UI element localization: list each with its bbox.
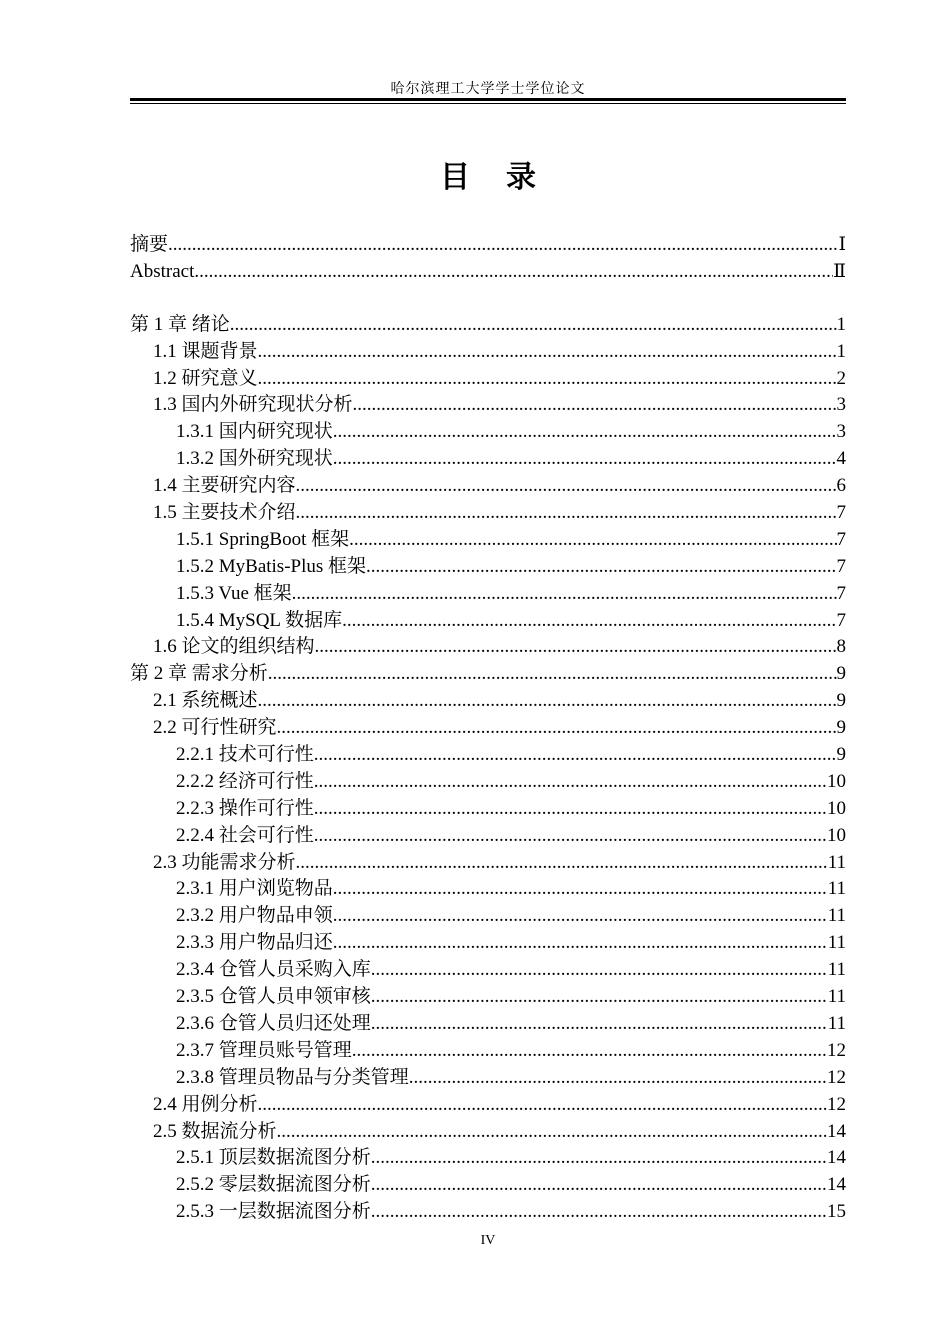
toc-entry[interactable] <box>130 742 846 769</box>
toc-entry-label: 1.3.1 国内研究现状 <box>176 421 333 443</box>
toc-entry-label: 2.3.7 管理员账号管理 <box>176 1039 352 1061</box>
toc-entry-page: 14 <box>827 1174 846 1196</box>
toc-leader-dots <box>371 957 828 984</box>
toc-entry[interactable] <box>130 823 846 850</box>
toc-entry-page: 7 <box>836 528 846 550</box>
toc-entry[interactable] <box>130 1172 846 1199</box>
toc-entry-page: 12 <box>827 1066 846 1088</box>
toc-leader-dots <box>292 581 837 608</box>
toc-entry-page: 11 <box>827 986 846 1008</box>
toc-entry-label: 2.2.2 经济可行性 <box>176 770 314 792</box>
toc-entry-page: 11 <box>827 959 846 981</box>
toc-entry[interactable] <box>130 1011 846 1038</box>
toc-entry-page: 9 <box>836 717 846 739</box>
toc-entry-label: 2.3 功能需求分析 <box>153 851 296 873</box>
page-number: IV <box>480 1233 496 1248</box>
toc-entry-label: 2.1 系统概述 <box>153 690 258 712</box>
toc-entry-label: 摘要 <box>130 234 169 255</box>
toc-entry-page: 15 <box>827 1201 846 1223</box>
toc-entry-label: 2.2 可行性研究 <box>153 717 277 739</box>
toc-entry-label: 1.2 研究意义 <box>153 367 258 389</box>
running-header: 哈尔滨理工大学学士学位论文 <box>390 82 586 97</box>
toc-entry-label: 2.2.3 操作可行性 <box>176 797 314 819</box>
toc-entry-page: 12 <box>827 1093 846 1115</box>
toc-leader-dots <box>371 984 828 1011</box>
toc-chapter-list <box>130 312 846 1226</box>
toc-leader-dots <box>230 312 837 339</box>
toc-entry-page: 9 <box>836 690 846 712</box>
toc-entry-label: 2.3.1 用户浏览物品 <box>176 878 333 900</box>
toc-leader-dots <box>349 527 836 554</box>
toc-entry-page: 6 <box>836 475 846 497</box>
toc-entry-label: 1.5.3 Vue 框架 <box>176 582 292 604</box>
toc-entry-page: 7 <box>836 609 846 631</box>
toc-leader-dots <box>258 366 837 393</box>
toc-leader-dots <box>333 446 837 473</box>
toc-entry-label: 2.3.5 仓管人员申领审核 <box>176 986 371 1008</box>
toc-entry-label: 2.5.1 顶层数据流图分析 <box>176 1147 371 1169</box>
toc-spacer <box>130 286 846 312</box>
toc-entry-label: 2.3.3 用户物品归还 <box>176 932 333 954</box>
toc-entry-page: 9 <box>836 663 846 685</box>
toc-leader-dots <box>296 500 837 527</box>
toc-leader-dots <box>371 1199 827 1226</box>
toc-entry[interactable] <box>130 1199 846 1226</box>
toc-entry[interactable] <box>130 419 846 446</box>
toc-leader-dots <box>277 715 837 742</box>
toc-entry-page: 9 <box>836 744 846 766</box>
toc-entry-page: 10 <box>827 797 846 819</box>
toc-leader-dots <box>314 796 827 823</box>
toc-entry[interactable] <box>130 608 846 635</box>
toc-entry[interactable] <box>130 876 846 903</box>
toc-entry-page: 11 <box>827 878 846 900</box>
toc-entry-page: Ⅰ <box>838 234 846 255</box>
toc-entry-label: 2.3.2 用户物品申领 <box>176 905 333 927</box>
toc-entry-label: 1.3 国内外研究现状分析 <box>153 394 353 416</box>
toc-entry[interactable] <box>130 930 846 957</box>
toc-leader-dots <box>277 1119 827 1146</box>
toc-entry-page: 3 <box>836 421 846 443</box>
toc-entry-page: 4 <box>836 448 846 470</box>
toc-entry-label: 1.5 主要技术介绍 <box>153 502 296 524</box>
toc-entry-page: 7 <box>836 582 846 604</box>
toc-leader-dots <box>353 392 837 419</box>
toc-entry-page: 14 <box>827 1120 846 1142</box>
toc-entry-label: 1.4 主要研究内容 <box>153 475 296 497</box>
toc-leader-dots <box>296 850 828 877</box>
toc-entry-page: 1 <box>836 313 846 335</box>
toc-leader-dots <box>333 419 837 446</box>
toc-entry-label: 2.5.2 零层数据流图分析 <box>176 1174 371 1196</box>
toc-title-char-2: 录 <box>506 160 536 195</box>
toc-entry-page: 11 <box>827 905 846 927</box>
toc-leader-dots <box>314 823 827 850</box>
toc-entry-page: 11 <box>827 1012 846 1034</box>
toc-leader-dots <box>371 1011 828 1038</box>
toc-entry[interactable] <box>130 661 846 688</box>
header-rule-thin <box>130 103 846 104</box>
toc-entry[interactable] <box>130 1065 846 1092</box>
toc-leader-dots <box>371 1145 827 1172</box>
toc-leader-dots <box>352 1038 827 1065</box>
toc-entry-page: 7 <box>836 502 846 524</box>
toc-leader-dots <box>258 339 837 366</box>
toc-entry-label: 1.1 课题背景 <box>153 340 258 362</box>
toc-entry[interactable] <box>130 769 846 796</box>
toc-entry[interactable] <box>130 446 846 473</box>
toc-entry[interactable] <box>130 581 846 608</box>
toc-entry-label: 2.2.4 社会可行性 <box>176 824 314 846</box>
toc-entry[interactable] <box>130 339 846 366</box>
toc-entry[interactable] <box>130 1119 846 1146</box>
toc-entry[interactable] <box>130 1038 846 1065</box>
toc-entry-page: 10 <box>827 770 846 792</box>
toc-entry-label: 1.6 论文的组织结构 <box>153 636 315 658</box>
toc-leader-dots <box>409 1065 827 1092</box>
toc-entry-page: 11 <box>827 932 846 954</box>
toc-entry-label: 1.5.1 SpringBoot 框架 <box>176 528 350 550</box>
toc-title <box>130 152 846 196</box>
toc-entry[interactable] <box>130 366 846 393</box>
toc-entry-page: 14 <box>827 1147 846 1169</box>
toc-leader-dots <box>333 903 828 930</box>
toc-entry-abstract-en[interactable] <box>130 259 846 286</box>
toc-leader-dots <box>315 634 837 661</box>
toc-entry[interactable] <box>130 527 846 554</box>
toc-entry-page: 3 <box>836 394 846 416</box>
toc-entry[interactable] <box>130 473 846 500</box>
toc-entry[interactable] <box>130 688 846 715</box>
toc-leader-dots <box>342 608 836 635</box>
toc-entry-page: Ⅱ <box>833 260 846 282</box>
toc-entry[interactable] <box>130 554 846 581</box>
toc-entry-page: 11 <box>827 851 846 873</box>
toc-entry[interactable] <box>130 957 846 984</box>
toc-entry-page: 1 <box>836 340 846 362</box>
table-of-contents <box>130 232 846 1226</box>
toc-entry-page: 7 <box>836 555 846 577</box>
toc-title-char-1: 目 <box>440 160 470 195</box>
toc-entry-label: 2.3.4 仓管人员采购入库 <box>176 959 371 981</box>
toc-entry[interactable] <box>130 634 846 661</box>
toc-leader-dots <box>333 930 828 957</box>
toc-entry-label: 第 1 章 绪论 <box>130 313 230 335</box>
toc-leader-dots <box>258 688 837 715</box>
toc-entry-label: 1.3.2 国外研究现状 <box>176 448 333 470</box>
toc-leader-dots <box>258 1092 827 1119</box>
toc-entry-page: 12 <box>827 1039 846 1061</box>
toc-entry-label: 1.5.4 MySQL 数据库 <box>176 609 343 631</box>
toc-entry[interactable] <box>130 392 846 419</box>
toc-entry[interactable] <box>130 500 846 527</box>
toc-entry-page: 8 <box>836 636 846 658</box>
toc-entry[interactable] <box>130 850 846 877</box>
header-rule-thick <box>130 98 846 101</box>
toc-entry[interactable] <box>130 903 846 930</box>
toc-entry-label: 2.4 用例分析 <box>153 1093 258 1115</box>
toc-entry-page: 2 <box>836 367 846 389</box>
toc-entry-label: 1.5.2 MyBatis-Plus 框架 <box>176 555 367 577</box>
toc-leader-dots <box>314 769 827 796</box>
toc-entry[interactable] <box>130 1092 846 1119</box>
toc-leader-dots <box>268 661 837 688</box>
toc-entry-label: 2.3.8 管理员物品与分类管理 <box>176 1066 409 1088</box>
toc-entry-label: 第 2 章 需求分析 <box>130 663 268 685</box>
toc-entry[interactable] <box>130 1145 846 1172</box>
toc-entry-label: 2.3.6 仓管人员归还处理 <box>176 1012 371 1034</box>
toc-leader-dots <box>296 473 837 500</box>
toc-entry[interactable] <box>130 984 846 1011</box>
toc-entry[interactable] <box>130 796 846 823</box>
toc-entry-page: 10 <box>827 824 846 846</box>
toc-entry-label: 2.5 数据流分析 <box>153 1120 277 1142</box>
toc-leader-dots <box>194 259 833 286</box>
toc-entry[interactable] <box>130 715 846 742</box>
toc-leader-dots <box>366 554 836 581</box>
toc-entry-label: 2.2.1 技术可行性 <box>176 744 314 766</box>
toc-entry-label: 2.5.3 一层数据流图分析 <box>176 1201 371 1223</box>
toc-entry-label: Abstract <box>130 260 195 282</box>
toc-leader-dots <box>371 1172 827 1199</box>
toc-leader-dots <box>168 232 838 259</box>
toc-leader-dots <box>314 742 837 769</box>
toc-entry[interactable] <box>130 312 846 339</box>
toc-entry-abstract-cn[interactable] <box>130 232 846 259</box>
toc-leader-dots <box>333 876 828 903</box>
